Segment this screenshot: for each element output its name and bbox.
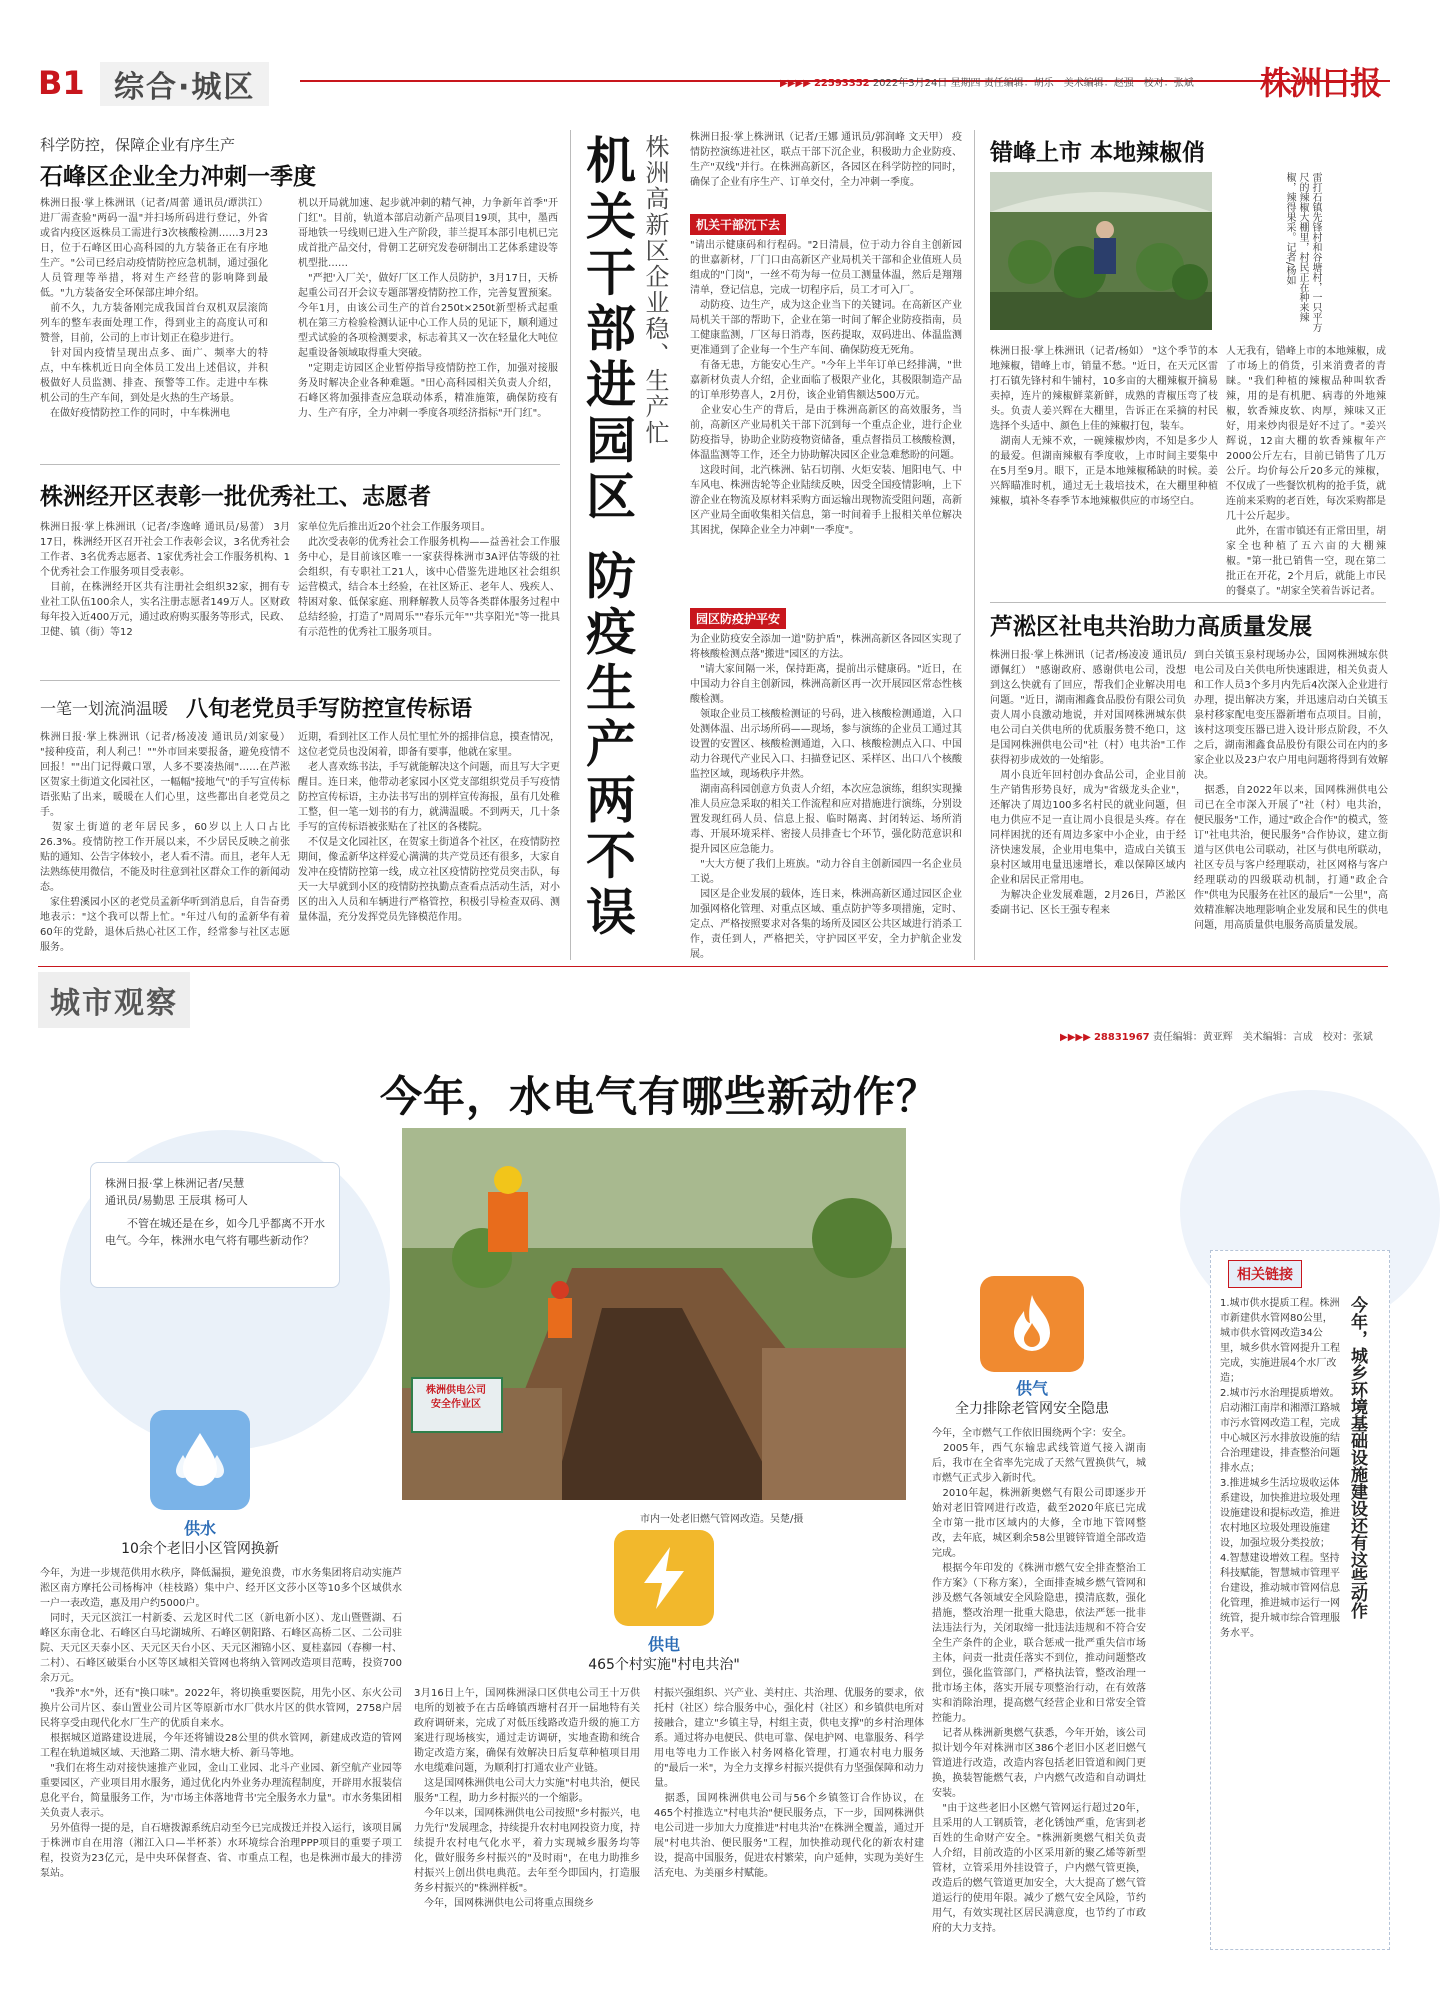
- pepper-photo: [990, 172, 1212, 330]
- article3-col1: 株洲日报·掌上株洲讯（记者/杨凌凌 通讯员/刘家曼） "接种疫苗，利人利己！""外市回来要报备，避免疫情不回报！""出门记得戴口罩，人多不要凑热闹"……在芦淞区贺家土街道文化园社区，一幅幅"接地气"的手写宣传标语张贴了出来，暖暖在人们心里，这些都出自老党员之手。 贺家土街道的老年居民多，60岁以上人口占比26.3%。疫情防控工作开展以来，不少居民反映之前张贴的通知、公告字体较小，老人看不清。而且，老年人无法熟练使用微信，不能及时往意到社区群众工作的新闻动态。 家住碧溪园小区的老党员孟新华听到消息后，自告奋勇地表示："这个我可以帮上忙。"年过八旬的孟新华有着60年的党龄，退休后热心社区工作，经常参与社区志愿服务。: [40, 732, 290, 953]
- lead-box: [90, 1162, 340, 1288]
- lusong-col1: 株洲日报·掌上株洲讯（记者/杨凌凌 通讯员/谭佩红） "感谢政府、感谢供电公司，没想到这么快就有了回应，帮我们企业解决用电问题。"近日，湖南湘鑫食品股份有限公司负责人周小良激动地说，并对国网株洲城东供电公司白关供电所的优质服务赞不绝口，这是国网株洲供电公司"社（村）电共治"工作获得初步成效的一处缩影。 周小良近年回村创办食品公司，企业目前生产销售形势良好，成为"省级龙头企业"，还解决了周边100多名村民的就业问题，但电力供应不足一直让周小良很是头疼。存在同样困扰的还有周边多家中小企业，由于经济快速发展，企业用电集中，造成白关镇玉泉村区域用电量迅速增长，难以保障区域内企业和居民正常用电。 为解决企业发展难题，2月26日，芦淞区委副书记、区长王强专程来: [990, 650, 1186, 916]
- article1-title: 石峰区企业全力冲刺一季度: [40, 163, 316, 190]
- water-text: 今年，为进一步规范供用水秩序，降低漏损，避免浪费，市水务集团将启动实施芦淞区南方摩托公司杨梅冲（桂枝路）集中户、经开区文莎小区等10多个区域供水一户一表改造，惠及用户约5000户。 同时，天元区滨江一村新委、云龙区时代二区（新电新小区）、龙山暨暨湖、石峰区东南仓北、石峰区白马坨湖城所、石峰区朝阳路、石峰区高桥二区、二公司驻院、天元区天泰小区、天元区天台小区、天元区湘锦小区、夏桂嘉园（春柳一村、二村）、石峰区破渠台小区等区域相关管网也将纳入管网改造项目范畴，投资700余万元。 "我养"水"外，还有"换口味"。2022年，将切换重要医院，用先小区、东火公司换片公司片区、泰山置业公司片区等原新市水厂供水片区的供水管网，2758户居民将享受由现代化水厂生产的优质自来水。 根据城区道路建设进展，今年还将铺设28公里的供水管网，新建成改造的管网工程在轨道城区域、天池路二期、清水塘大桥、新马等地。 "我们在将生动对接快速推产业园，金山工业园、北斗产业园、新空航产业园等重要园区，产业项目用水服务，通过优化内外业务办理流程制度，开辟用水报装信息化平台，简量服务工作，为'市场主体落地背书'完全服务水力量"。市水务集团相关负责人表示。 另外值得一提的是，自石塘拨源系统启动至今已完成拨迁并投入运行，该项目属于株洲市自在用溶（湘江入口—半杯茶）水环境综合治理PPP项目的重要子项工程，投资为23亿元，是中央环保督查、省、市重点工程，也是株洲市最大的排涝泵站。: [40, 1568, 402, 1879]
- gas-text: 今年，全市燃气工作依旧围绕两个字：安全。 2005年，西气东输忠武线管道气接入湖南后，我市在全省率先完成了天然气置换供气，城市燃气正式步入新时代。 2010年起，株洲新奥燃气有限公司即逐步开始对老旧管网进行改造，截至2020年底已完成全市第一批市区域内的大修，全市地下管网整改，去年底，城区剩余58公里镀锌管道全部改造完成。 根据今年印发的《株洲市燃气安全排查整治工作方案》（下称方案），全面排查城乡燃气管网和涉及燃气各领域安全风险隐患，摸清底数，强化措施，整改治理一批重大隐患，依法严惩一批非法违法行为，关闭取缔一批违法违规和不符合安全生产条件的企业，联合惩戒一批严重失信市场主体，问责一批责任落实不到位，推动问题整改到位，强化监管部门，严格执法管，整改治理一批市场主体，落实开展专项整治行动，在有效落实和消除治理，提高燃气经营企业和日常安全管控能力。 记者从株洲新奥燃气获悉，今年开始，该公司拟计划今年对株洲市区386个老旧小区老旧燃气管道进行改造，改造内容包括老旧管道和阀门更换，换装智能燃气表，户内燃气改造和自动调灶安装。 "由于这些老旧小区燃气管网运行超过20年，且采用的人工钢质管，老化锈蚀严重，危害到老百姓的生命财产安全。"株洲新奥燃气相关负责人介绍，目前改造的小区采用新的聚乙烯等新型管材，立管采用外挂设管子，户内燃气管更换，改造后的燃气管道更加安全，大大提高了燃气管道运行的使用年限。减少了燃气安全风险，节约用气，有效实现社区居民满意度，也节约了市政府的大力支持。: [932, 1428, 1146, 1934]
- pepper-greenhouse-image: [990, 172, 1212, 330]
- water-drop-icon: [150, 1410, 250, 1510]
- bottom-code: 28831967: [1093, 1032, 1150, 1043]
- divider: [40, 680, 560, 681]
- column-rule: [974, 130, 975, 960]
- main-headline: 今年，水电气有哪些新动作？: [380, 1072, 940, 1121]
- section-rule: [38, 966, 1388, 967]
- photo-caption: 市内一处老旧燃气管网改造。吴楚/摄: [640, 1514, 804, 1525]
- electricity-subtitle: 465个村实施"村电共治": [588, 1657, 740, 1673]
- electricity-col2: 村振兴强组织、兴产业、美村庄、共治理、优服务的要求，依托村（社区）综合服务中心，强化村（社区）和乡镇供电所对接融合，建立"乡镇主导，村组主责，供电支撑"的乡村治理体系。通过将办电便民、供电可靠、保电护网、电靠服务、科学用电等电力工作嵌入村务网格化管理，打通农村电力服务的"最后一米"，为全力支撑乡村振兴提供有力坚强保障和动力量。 据悉，国网株洲供电公司与56个乡镇签订合作协议，在465个村推选立"村电共治"便民服务点，下一步，国网株洲供电公司进一步加大力度推进"村电共治"在株洲全覆盖，通过开展"村电共治、便民服务"工程，加快推动现代化的新农村建设，提高中国服务，促进农村繁荣，向户延伸，实现为美好生活充电、为美丽乡村赋能。: [654, 1688, 924, 1879]
- feature-section-tag-1: 机关干部沉下去: [690, 214, 786, 235]
- feature-section-1: "请出示健康码和行程码。"2日清晨，位于动力谷自主创新园的世嘉新材，厂门口由高新区产业局机关干部和企业值班人员组成的"门岗"，一丝不苟为每一位员工测量体温，然后是翔翔清单，登记信息，完成一切程序后，员工才可入厂。 动防疫、边生产，成为这企业当下的关键词。在高新区产业局机关干部的帮助下，企业在第一时间了解企业防疫指南，员工健康监测，厂区每日消毒，医药提取，双码进出、体温监测更准通到了企业每一个生产车间、确保防疫无死角。 有备无患，方能安心生产。"今年上半年订单已经排满，"世嘉新材负责人介绍，企业面临了极限产业化，其极限制造产品的订单形势喜人，2月份，该企业销售额达500万元。 企业安心生产的背后，是由于株洲高新区的高效服务，当前，高新区产业局机关干部下沉到每一个重点企业，进行企业防疫指导，协助企业防疫物资储备，重点督指员工核酸检测，体温监测等工作，还全力协助解决园区企业急难愁盼的问题。 这段时间，北汽株洲、钻石切削、火炬安装、旭阳电气、中车风电、株洲齿轮等企业陆续反映，因受全国疫情影响，上下游企业在物流及原材料采购方面运输出现物流受阻问题，高新区产业局全面收集相关信息，第一时间着手上报相关单位解决其困扰，保障企业全力冲刺"一季度"。: [690, 240, 962, 536]
- lusong-col2: 到白关镇玉泉村现场办公，国网株洲城东供电公司及白关供电所快速跟进，相关负责人和工作人员3个多月内先后4次深入企业进行办理，提出解决方案，并迅速启动白关镇玉泉村移家配电变压器新增布点项目。目前，该村这项变压器已进入设计形点阶段，不久之后，湖南湘鑫食品股份有限公司在内的多家企业以及23户农户用电问题将得到有效解决。 据悉，自2022年以来，国网株洲供电公司已在全市深入开展了"社（村）电共治，便民服务"工作，通过"政企合作"的模式，签订"社电共治，便民服务"合作协议，建立街道与区供电公司联动，社区与供电所联动，社区专员与客户经理联动，社区网格与客户经理联动的四级联动机制，打通"政企合作"供电为民服务在社区的最后"一公里"，高效精准解决地理影响企业发展和民生的供电问题，用高质量供电服务高质量发展。: [1194, 650, 1388, 931]
- pepper-col2: 人无我有，错峰上市的本地辣椒，成了市场上的俏货，引来消费者的青睐。"我们种植的辣椒品种叫软香辣，用的是有机肥、病毒的外地辣椒，软香辣皮软、肉厚，辣味又正好，用来炒肉很是好不过了。"姜兴辉说，12亩大棚的软香辣椒年产2000公斤左右，目前已销售了几万公斤。均价每公斤20多元的辣椒，不仅成了一些餐饮机构的抢手货，就连前来采购的老百姓，每次采购都是几十公斤起步。 此外，在雷市镇还有正常田里，胡家全也种植了五六亩的大棚辣椒。"第一批已销售一空，现在第二批正在开花，2个月后，就能上市民的餐桌了。"胡家全笑着告诉记者。: [1226, 346, 1386, 597]
- article1-kicker: 科学防控，保障企业有序生产: [40, 136, 236, 154]
- electricity-title: 供电: [647, 1635, 680, 1654]
- section-title: 综合·城区: [100, 62, 269, 106]
- feature-section-tag-2: 园区防疫护平安: [690, 608, 786, 629]
- related-links-tag: 相关链接: [1228, 1260, 1302, 1288]
- photo-sign-text: 株洲供电公司 安全作业区: [426, 1385, 486, 1410]
- article3-title: 八旬老党员手写防控宣传标语: [186, 696, 473, 722]
- arrows-icon: ▶▶▶▶: [780, 78, 811, 89]
- article1-col2: 机以开局就加速、起步就冲刺的精气神，力争新年首季"开门红"。目前，轨道本部启动新产品项目19项，其中，墨西哥地铁一号线则已进入生产阶段，菲兰提耳本部引电机已完成首批产品交付，骨朝工艺研究发卷研制出工艺体系建设等机型批…… "严把'入厂关'，做好厂区工作人员防护，3月17日，天桥起重公司召开会议专题部署疫情防控工作，完善复置预案。今年1月，由该公司生产的首台250t×250t新型桥式起重机在第三方检验检测认证中心工作人员的见证下，顺利通过型式试验的各项检测要求，标志着其又一次在轻量化大吨位起重设备领域取得重大突破。 "定期走访园区企业暂停指导疫情防控工作，加强对接服务及时解决企业各种难题。"田心高科园相关负责人介绍，石峰区将加强排查应急联动体系，精准施策，确保防疫有力、生产有序，全力冲刺一季度各项经济指标"开门红"。: [298, 198, 558, 419]
- electricity-col1: 3月16日上午，国网株洲渌口区供电公司王十万供电所的划被予在古岳峰镇西塘村召开一届地特有关政府调研来，完成了对低压线路改造升级的施工方案进行现场核实，通过走访调研，实地查勘和统合勘定改造方案，确保有效解决日后复草种植项目用水电缆难问题，为顺利打打通农业产业链。 这是国网株洲供电公司大力实施"村电共治，便民服务"工程，助力乡村振兴的一个缩影。 今年以来，国网株洲供电公司按照"乡村振兴，电力先行"发展理念，持续提升农村电网投资力度，持续提升农村电气化水平，着力实现城乡服务均等化，做好服务乡村振兴的"及时雨"，在电力助推乡村振兴上创出供电典范。去年至今即国内，打造服务乡村振兴的"株洲样板"。 今年，国网株洲供电公司将重点围绕乡: [414, 1688, 640, 1909]
- lusong-title: 芦淞区社电共治助力高质量发展: [990, 613, 1312, 640]
- article3-col2: 近期，看到社区工作人员忙里忙外的摇排信息，摸查情况，这位老党员也没闲着，即备有要事，他就在家里。 老人喜欢练书法，手写就能解决这个问题，而且写大字更醒目。连日来，他带动老家园小区党支部组织党员手写疫情防控宣传标语，主办法书写出的别样宣传海报，虽有几处稚工整，但一笔一划书的有力，就满温暖。不到两天，几十条手写的宣传标语被张贴在了社区的各楼院。 不仅是文化园社区，在贺家土街道各个社区，在疫情防控期间，像孟新华这样爱心满满的共产党员还有很多，大家自发冲在疫情防控第一线，成立社区疫情防控党员突击队，每天一大早就到小区的疫情防控执勤点查看点活动生活，对小区的出入人员和车辆进行严格管控，积极引导检查双码、测量体温，充分发挥党员先锋模范作用。: [298, 732, 560, 923]
- water-subtitle: 10余个老旧小区管网换新: [121, 1541, 279, 1557]
- bottom-editors: 责任编辑：黄亚辉 美术编辑：言成 校对：张斌: [1152, 1032, 1373, 1043]
- issue-code: 22593352: [813, 78, 870, 89]
- main-photo: [402, 1128, 906, 1500]
- pepper-col1: 株洲日报·掌上株洲讯（记者/杨如） "这个季节的本地辣椒，错峰上市，销量不愁。"近日，在天元区雷打石镇先锋村和牛铺村，10多亩的大棚辣椒开摘易卖掉，连片的辣椒鲜菜新鲜，成熟的青椒压弯了枝头。负责人姜兴辉在大棚里，告诉正在采摘的村民选择个头适中、颜色上佳的辣椒打包，装车。 湖南人无辣不欢，一碗辣椒炒肉，不知是多少人的最爱。但湖南辣椒有季度收，上市时间主要集中在5月至9月。眼下，正是本地辣椒稀缺的时候。姜兴辉瞄准时机，通过无土栽培技术，在大棚里种植辣椒，填补冬春季节本地辣椒供应的市场空白。: [990, 346, 1218, 507]
- arrows-icon: ▶▶▶▶: [1060, 1032, 1091, 1043]
- lightning-icon: [614, 1530, 714, 1626]
- gas-pipe-construction-image: [402, 1128, 906, 1500]
- editors-line: 责任编辑：胡乐 美术编辑：赵强 校对：张斌: [983, 78, 1194, 89]
- divider: [40, 464, 560, 465]
- flame-icon: [980, 1276, 1084, 1372]
- page-number: B1: [38, 64, 85, 102]
- divider: [990, 602, 1386, 603]
- article2-title: 株洲经开区表彰一批优秀社工、志愿者: [40, 483, 431, 510]
- column-rule: [570, 130, 571, 960]
- feature-subhead: 株洲高新区企业稳、生产忙: [641, 134, 669, 446]
- feature-intro: 株洲日报·掌上株洲讯（记者/王娜 通讯员/郭润峰 文天甲） 疫情防控演练进社区，联点干部下沉企业，积极助力企业防疫、生产"双线"并行。在株洲高新区，各园区在科学防控的同时，确保了企业有序生产、订单交付，全力冲刺一季度。: [690, 132, 962, 188]
- pepper-photo-caption: 雷打石镇先锋村和谷塘村，一只平方尺的辣椒大棚里，村民正在种来辣椒，辣得果采。记者/杨如: [1284, 172, 1321, 332]
- article2-col2: 家单位先后推出近20个社会工作服务项目。 此次受表彰的优秀社会工作服务机构——益善社会工作服务中心，是目前该区唯一一家获得株洲市3A评估等级的社会组织，有专职社工21人，该中心借鉴先进地区社会组织运营模式，结合本土经验，在社区矫正、老年人、残疾人、特困对象、低保家庭、刑释解教人员等各类群体服务过程中总结经验，打造了"周周乐""春乐元年""共享阳光"等一批具有示范性的优秀社工服务项目。: [298, 522, 560, 638]
- feature-section-2: 为企业防疫安全添加一道"防护盾"，株洲高新区各园区实现了将核酸检测点落"搬进"园区的方法。 "请大家间隔一米，保持距离，提前出示健康码。"近日，在中国动力谷自主创新园，株洲高新区再一次开展园区常态性核酸检测。 领取企业员工核酸检测证的号码，进入核酸检测通道，入口处测体温、出示场所码——现场，参与演练的企业员工通过其设置的安置区、核酸检测通道，入口、核酸检测点入口、中国动力谷现代产业民入口、扫描登记区、采样区、出口八个核酸监控区域，现场秩序井然。 湖南高科园创意方负责人介绍，本次应急演练，组织实现操准人员应急采取的相关工作流程和应对措施进行演练，分别设置发现红码人员、信息上报、临时隔离、封闭转运、场所消毒、开展环境采样、密接人员排查七个环节，强化防范意识和提升园区应急能力。 "大大方便了我们上班族。"动力谷自主创新园四一名企业员工说。 园区是企业发展的载体，连日来，株洲高新区通过园区企业加强网格化管理、对重点区域、重点防护等多项措施，定时、定点、严格按照要求对各集的场所及园区公共区域进行消杀工作，责任到人，严格把关，守护园区平安，全力护航企业发展。: [690, 634, 962, 960]
- related-links-text: 1.城市供水提质工程。株洲市新建供水管网80公里，城市供水管网改造34公里，城乡供水管网提升工程完成，实施进展4个水厂改造； 2.城市污水治理提质增效。启动湘江南岸和湘潭江路城市污水管网改造工程，完成中心城区污水排放设施的结合治理建设，排查整治问题排水点； 3.推进城乡生活垃圾收运体系建设，加快推进垃圾处理设施建设和提标改造，推进农村地区垃圾处理设施建设，加强垃圾分类投放； 4.智慧建设增效工程。坚持科技赋能，智慧城市管理平台建设，推动城市管网信息化管理，推进城市运行一网统管，提升城市综合管理服务水平。: [1220, 1298, 1340, 1639]
- header-info: [780, 74, 1194, 89]
- issue-date: 2022年3月24日 星期四: [872, 78, 981, 89]
- article2-col1: 株洲日报·掌上株洲讯（记者/李逸峰 通讯员/易蕾） 3月17日，株洲经开区召开社会工作表彰会议，3名优秀社会工作者、3名优秀志愿者、1家优秀社会工作服务机构、1个优秀社会工作服务项目受表彰。 目前，在株洲经开区共有注册社会组织32家，拥有专业社工队伍100余人，实名注册志愿者149万人。区财政每年投入近400万元，通过政府购买服务等形式，民政、卫健、镇（街）等12: [40, 522, 290, 638]
- feature-title: 机关干部进园区 防疫生产两不误: [578, 134, 637, 942]
- related-links-title: 今年，城乡环境基础设施建设还有这些动作: [1347, 1296, 1367, 1619]
- bottom-header-info: [1060, 1028, 1373, 1043]
- gas-subtitle: 全力排除老管网安全隐患: [955, 1401, 1109, 1417]
- pepper-title: 错峰上市 本地辣椒俏: [990, 139, 1206, 166]
- gas-title: 供气: [1015, 1379, 1048, 1398]
- lead-byline: 株洲日报·掌上株洲记者/吴慧 通讯员/易勤思 王辰琪 杨可人: [105, 1177, 248, 1207]
- article3-kicker: 一笔一划流淌温暖: [40, 699, 169, 718]
- water-title: 供水: [183, 1519, 216, 1538]
- article1-col1: 株洲日报·掌上株洲讯（记者/周蕾 通讯员/谭洪江） 进厂需查验"两码一温"并扫场所码进行登记，外省或省内疫区返株员工需进行3次核酸检测……3月23日，位于石峰区田心高科园的九方装备正在有序地生产。"公司已经启动疫情防控应急机制，通过强化人员管理等举措，将对生产经营的影响降到最低。"九方装备安全环保部庄坤介绍。 前不久，九方装备刚完成我国首台双机双层滚筒列车的整车表面处理工作，得到业主的高度认可和赞誉，目前，公司的上市计划正在稳步进行。 针对国内疫情呈现出点多、面广、频率大的特点，中车株机近日向全体员工发出上述倡议，并积极做好人员监测、排查、预警等工作。走进中车株机公司的生产车间，到处是火热的生产场景。 在做好疫情防控工作的同时，中车株洲电: [40, 198, 268, 419]
- newspaper-logo: 株洲日报: [1260, 64, 1381, 102]
- lead-text: 不管在城还是在乡，如今几乎都离不开水电气。今年，株洲水电气将有哪些新动作？: [105, 1217, 325, 1247]
- city-observation-banner: 城市观察: [38, 972, 190, 1028]
